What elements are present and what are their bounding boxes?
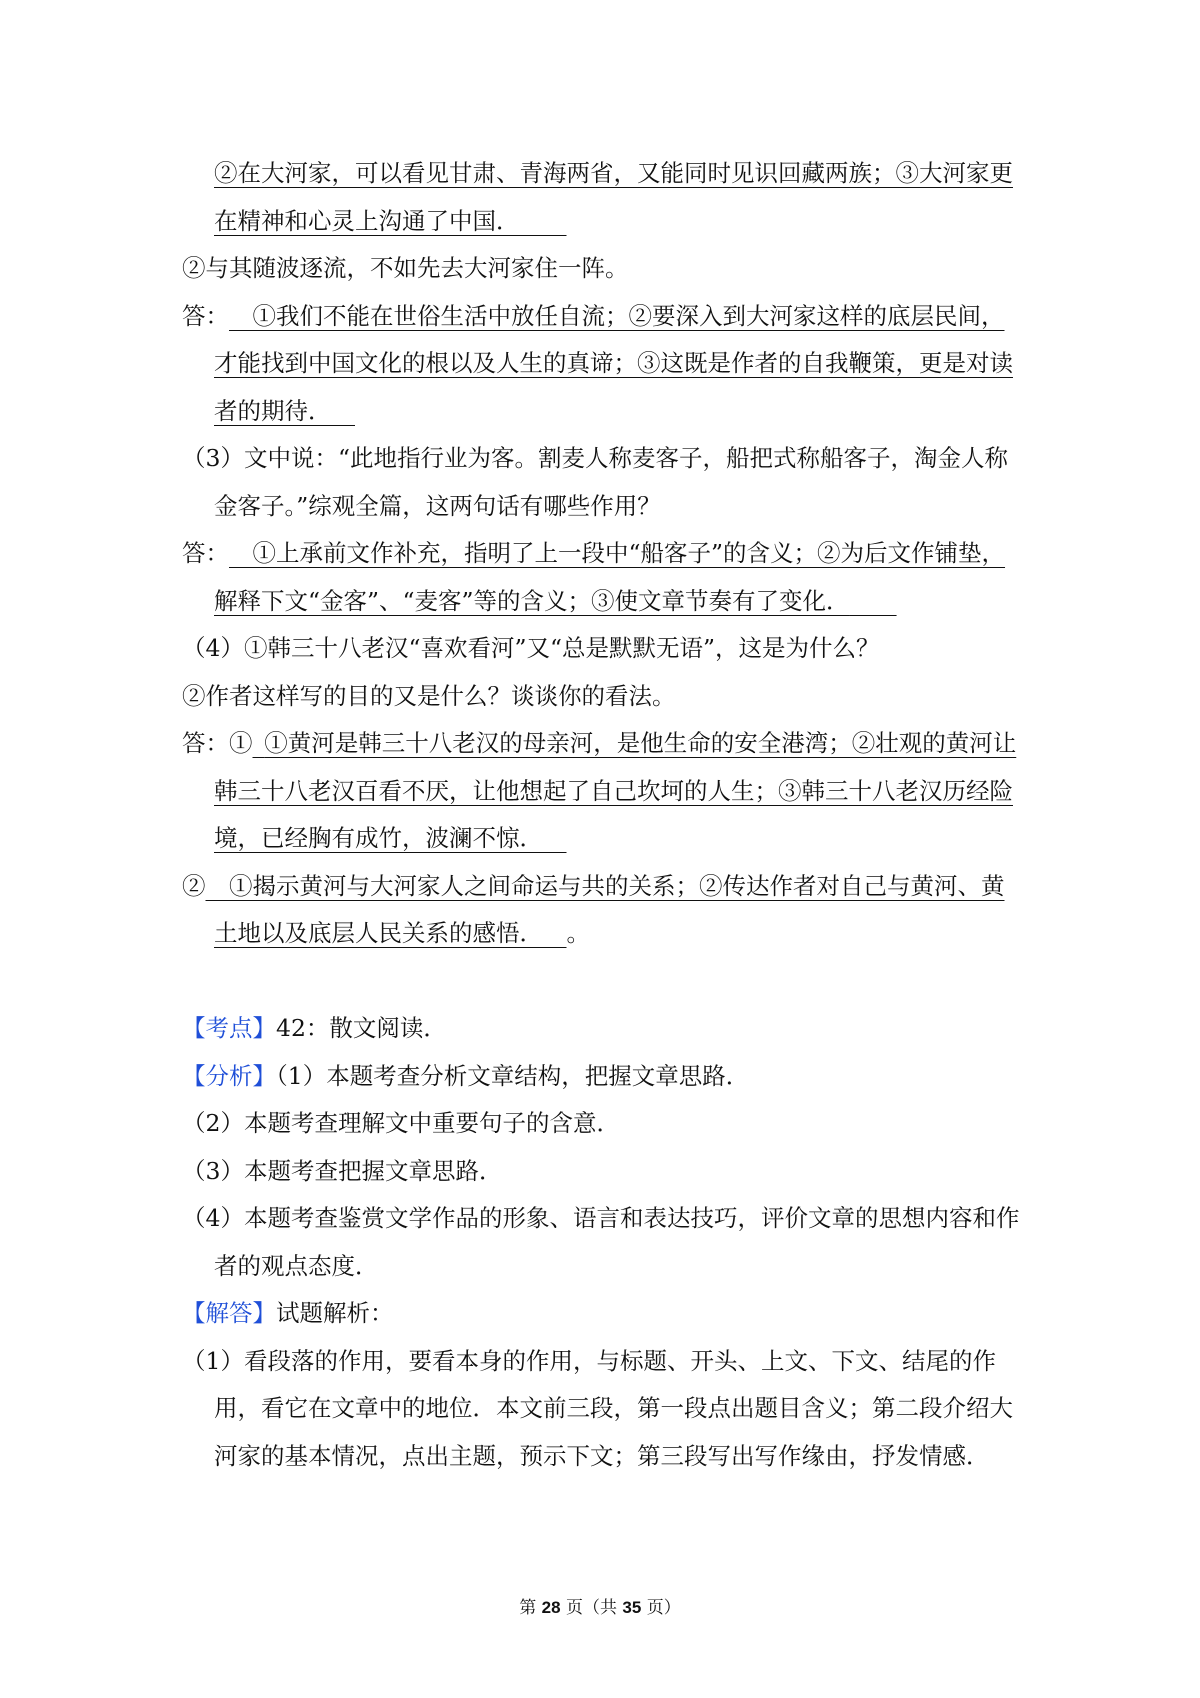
page-content <box>182 150 1027 1480</box>
answer-4-part-1 <box>182 720 1027 863</box>
fenxi-text: （1）本题考查分析文章结构，把握文章思路． <box>276 1061 750 1090</box>
total-page-count: 35 <box>622 1598 642 1617</box>
jieda-text: 试题解析： <box>276 1299 394 1327</box>
answer-end-mark: 。 <box>566 919 590 947</box>
question-4-part-2: ②作者这样写的目的又是什么？谈谈你的看法。 <box>182 681 676 710</box>
jieda-label: 【解答】 <box>182 1299 276 1327</box>
answer-label: 答：① <box>182 729 253 757</box>
answer-3 <box>182 530 1027 625</box>
footer-middle: 页（共 <box>566 1598 617 1618</box>
footer-prefix: 第 <box>519 1598 537 1618</box>
fenxi-item-4: （4）本题考查鉴赏文学作品的形象、语言和表达技巧，评价文章的思想内容和作者的观点态度． <box>182 1204 1020 1280</box>
answer-label: 答： <box>182 539 229 567</box>
answer-4-part-2 <box>182 863 1027 958</box>
answer-text: ①揭示黄河与大河家人之间命运与共的关系；②传达作者对自己与黄河、黄土地以及底层人民关系的感悟． <box>214 871 1005 947</box>
question-2-part-2: ②与其随波逐流，不如先去大河家住一阵。 <box>182 254 629 282</box>
kaodian-line <box>182 1005 1027 1053</box>
question-4-part-1: （4）①韩三十八老汉“喜欢看河”又“总是默默无语”，这是为什么？ <box>182 634 880 662</box>
answer-label: ② <box>182 871 206 900</box>
fenxi-line <box>182 1053 1027 1101</box>
kaodian-text: 42：散文阅读． <box>276 1014 447 1042</box>
answer-text: ①我们不能在世俗生活中放任自流；②要深入到大河家这样的底层民间，才能找到中国文化的根以及人生的真谛；③这既是作者的自我鞭策，更是对读者的期待． <box>214 301 1013 425</box>
jieda-line <box>182 1290 1027 1338</box>
answer-text: ①黄河是韩三十八老汉的母亲河，是他生命的安全港湾；②壮观的黄河让韩三十八老汉百看不厌，让他想起了自己坎坷的人生；③韩三十八老汉历经险境，已经胸有成竹，波澜不惊． <box>214 729 1017 852</box>
answer-text: ②在大河家，可以看见甘肃、青海两省，又能同时见识回藏两族；③大河家更在精神和心灵上沟通了中国． <box>214 159 1013 235</box>
section-gap <box>182 958 1027 1006</box>
footer-suffix: 页） <box>646 1598 681 1618</box>
question-3: （3）文中说：“此地指行业为客。割麦人称麦客子，船把式称船客子，淘金人称金客子。”综观全篇，这两句话有哪些作用？ <box>182 444 1008 520</box>
fenxi-label: 【分析】 <box>182 1061 276 1090</box>
jieda-item-1: （1）看段落的作用，要看本身的作用，与标题、开头、上文、下文、结尾的作用，看它在文章中的地位．本文前三段，第一段点出题目含义；第二段介绍大河家的基本情况，点出主题，预示下文；第三段写出写作缘由，抒发情感． <box>182 1346 1013 1470</box>
answer-2 <box>182 293 1027 436</box>
page-footer <box>0 1593 1200 1618</box>
fenxi-item-3: （3）本题考查把握文章思路． <box>182 1156 503 1185</box>
current-page-number: 28 <box>541 1598 561 1617</box>
fenxi-item-2: （2）本题考查理解文中重要句子的含意． <box>182 1109 620 1137</box>
answer-continuation <box>182 150 1027 245</box>
answer-label: 答： <box>182 301 229 330</box>
kaodian-label: 【考点】 <box>182 1014 276 1042</box>
answer-text: ①上承前文作补充，指明了上一段中“船客子”的含义；②为后文作铺垫，解释下文“金客”、“麦客”等的含义；③使文章节奏有了变化． <box>214 539 1006 615</box>
